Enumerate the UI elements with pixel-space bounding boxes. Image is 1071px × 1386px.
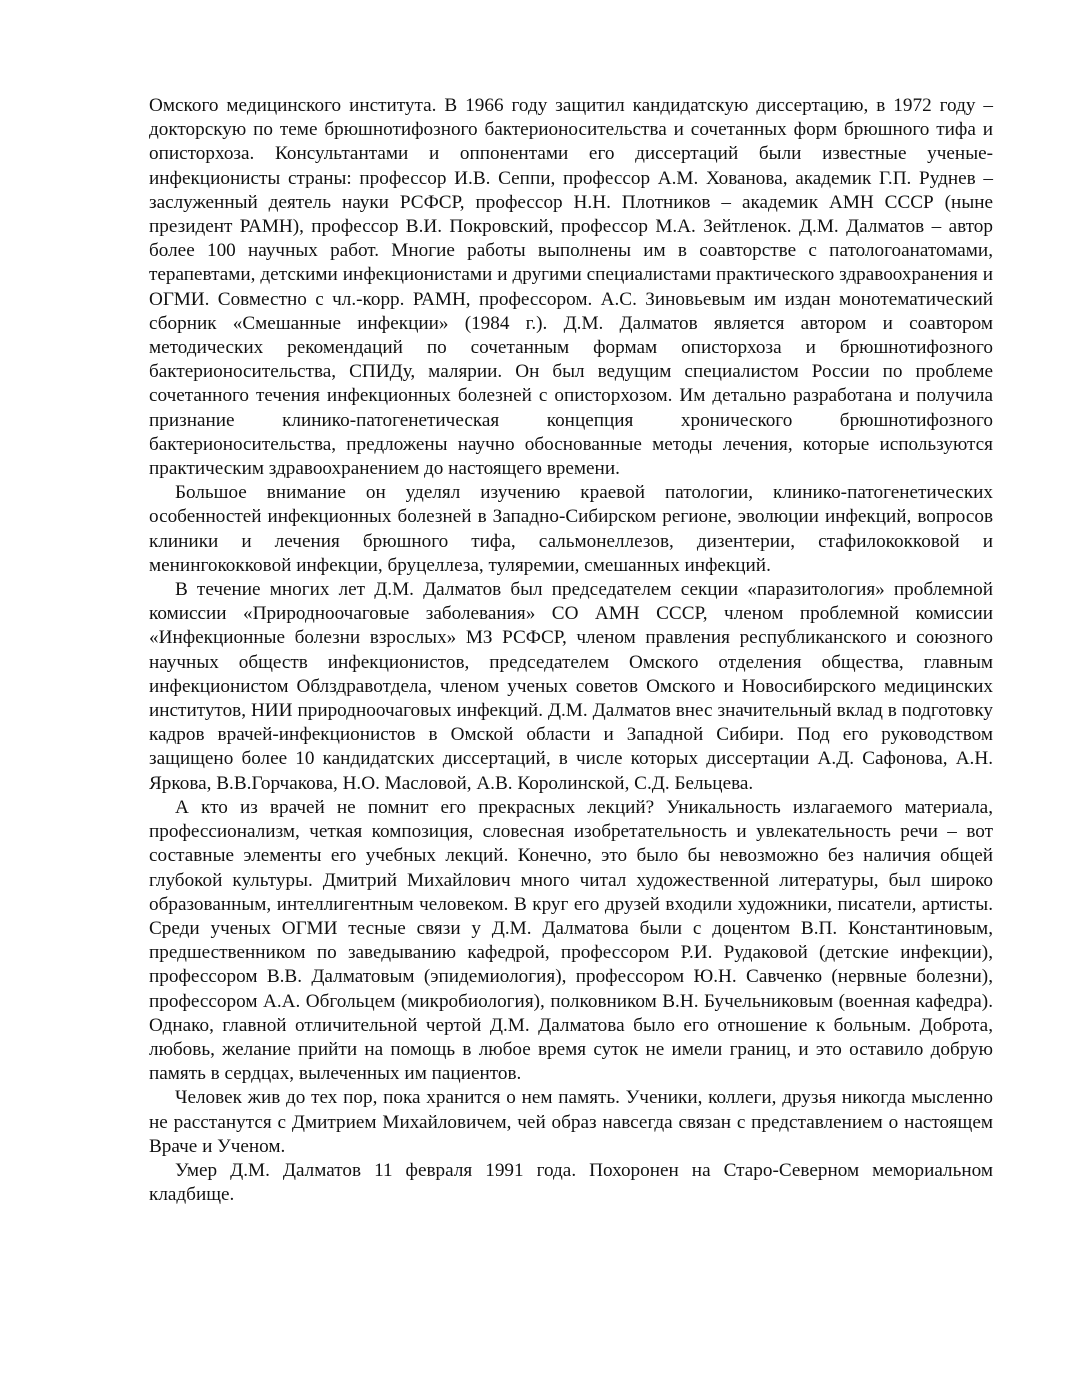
paragraph-lectures: А кто из врачей не помнит его прекрасных лекций? Уникальность излагаемого материала, профессионализм, четкая композиция, словесная изобретательность и увлекательность речи – вот составные элементы его учебных лекций. Конечно, это было бы невозможно без наличия общей глубокой культуры. Дмитрий Михайлович много читал художественной литературы, был широко образованным, интеллигентным человеком. В круг его друзей входили художники, писатели, артисты. Среди ученых ОГМИ тесные связи у Д.М. Далматова были с доцентом В.П. Константиновым, предшественником по заведыванию кафедрой, профессором Р.И. Рудаковой (детские инфекции), профессором В.В. Далматовым (эпидемиология), профессором Ю.Н. Савченко (нервные болезни), профессором А.А. Обгольцем (микробиология), полковником В.Н. Бучельниковым (военная кафедра). Однако, главной отличительной чертой Д.М. Далматова было его отношение к больным. Доброта, любовь, желание прийти на помощь в любое время суток не имели границ, и это оставило добрую память в сердцах, вылеченных им пациентов. — [149, 796, 993, 1085]
paragraph-research-interests: Большое внимание он уделял изучению краевой патологии, клинико-патогенетических особенностей инфекционных болезней в Западно-Сибирском регионе, эволюции инфекций, вопросов клиники и лечения брюшного тифа, сальмонеллезов, дизентерии, стафилококковой и менингококковой инфекции, бруцеллеза, туляремии, смешанных инфекций. — [149, 482, 993, 576]
paragraph-public-activity: В течение многих лет Д.М. Далматов был председателем секции «паразитология» проблемной комиссии «Природноочаговые заболевания» СО АМН СССР, членом проблемной комиссии «Инфекционные болезни взрослых» МЗ РСФСР, членом правления республиканского и союзного научных обществ инфекционистов, председателем Омского отделения общества, главным инфекционистом Облздравотдела, членом ученых советов Омского и Новосибирского медицинских институтов, НИИ природноочаговых инфекций. Д.М. Далматов внес значительный вклад в подготовку кадров врачей-инфекционистов в Омской области и Западной Сибири. Под его руководством защищено более 10 кандидатских диссертаций, в числе которых диссертации А.Д. Сафонова, А.Н. Яркова, В.В.Горчакова, Н.О. Масловой, А.В. Королинской, С.Д. Бельцева. — [149, 579, 993, 794]
paragraph-death: Умер Д.М. Далматов 11 февраля 1991 года. Похоронен на Старо-Северном мемориальном кладбище. — [149, 1159, 993, 1206]
document-page — [149, 94, 993, 1207]
paragraph-memory: Человек жив до тех пор, пока хранится о нем память. Ученики, коллеги, друзья никогда мысленно не расстанутся с Дмитрием Михайловичем, чей образ навсегда связан с представлением о настоящем Враче и Ученом. — [149, 1087, 993, 1157]
paragraph-biography: Омского медицинского института. В 1966 году защитил кандидатскую диссертацию, в 1972 году –докторскую по теме брюшнотифозного бактерионосительства и сочетанных форм брюшного тифа и описторхоза. Консультантами и оппонентами его диссертаций были известные ученые-инфекционисты страны: профессор И.В. Сеппи, профессор А.М. Хованова, академик Г.П. Руднев – заслуженный деятель науки РСФСР, профессор Н.Н. Плотников – академик АМН СССР (ныне президент РАМН), профессор В.И. Покровский, профессор М.А. Зейтленок. Д.М. Далматов – автор более 100 научных работ. Многие работы выполнены им в соавторстве с патологоанатомами, терапевтами, детскими инфекционистами и другими специалистами практического здравоохранения и ОГМИ. Совместно с чл.-корр. РАМН, профессором. А.С. Зиновьевым им издан монотематический сборник «Смешанные инфекции» (1984 г.). Д.М. Далматов является автором и соавтором методических рекомендаций по сочетанным формам описторхоза и брюшнотифозного бактерионосительства, СПИДу, малярии. Он был ведущим специалистом России по проблеме сочетанного течения инфекционных болезней с описторхозом. Им детально разработана и получила признание клинико-патогенетическая концепция хронического брюшнотифозного бактерионосительства, предложены научно обоснованные методы лечения, которые используются практическим здравоохранением до настоящего времени. — [149, 95, 993, 480]
